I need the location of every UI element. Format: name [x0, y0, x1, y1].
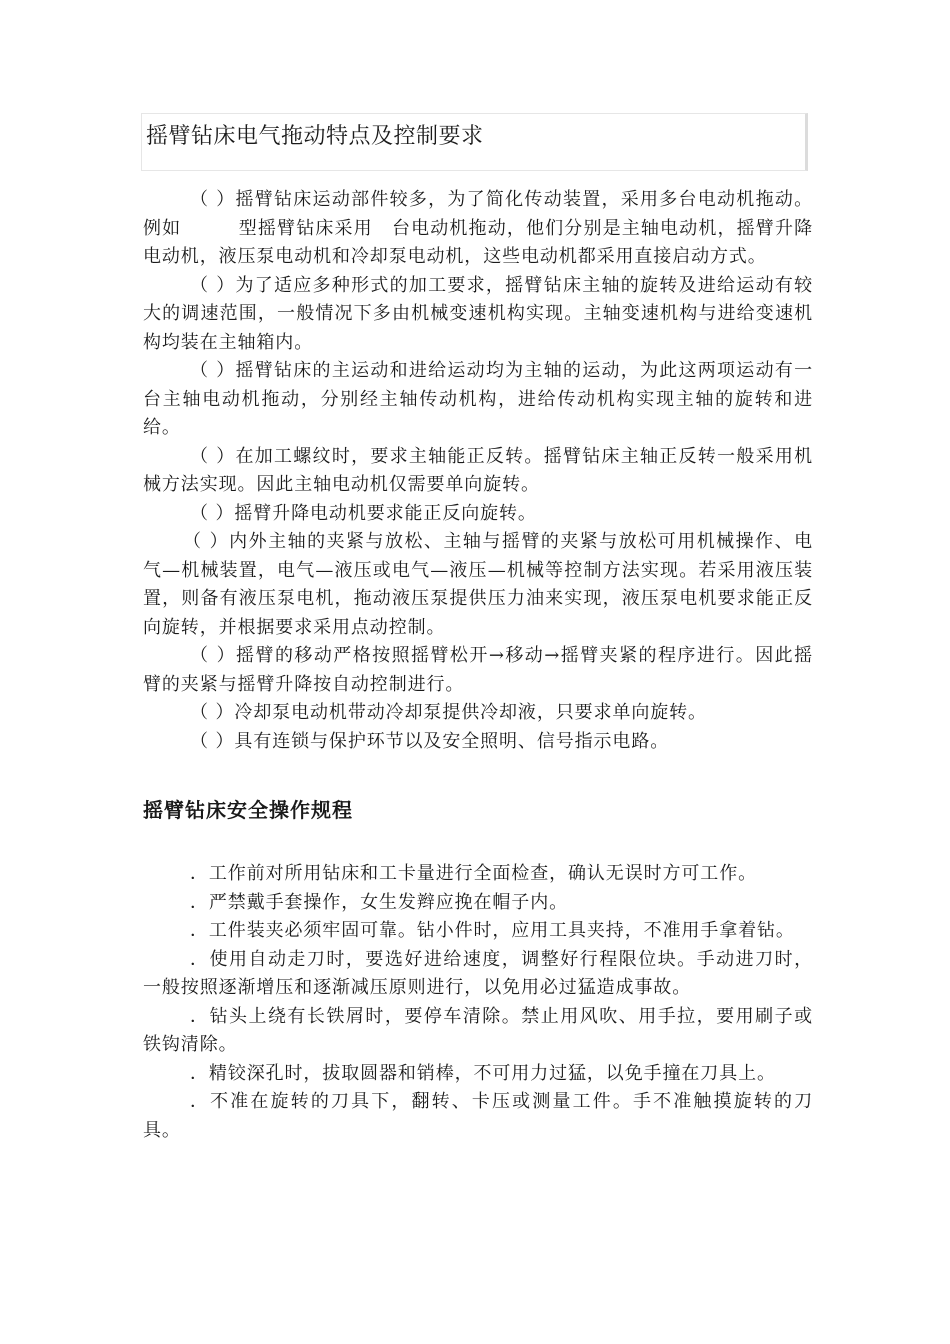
title-box [141, 113, 808, 171]
feature-paragraph-5: （ ）摇臂升降电动机要求能正反向旋转。 [190, 502, 537, 524]
feature-paragraph-2: （ ）为了适应多种形式的加工要求，摇臂钻床主轴的旋转及进给运动有较大的调速范围，一般情况下多由机械变速机构实现。主轴变速机构与进给变速机构均装在主轴箱内。 [143, 274, 813, 353]
safety-rule-7: ．不准在旋转的刀具下，翻转、卡压或测量工件。手不准触摸旋转的刀具。 [143, 1091, 813, 1141]
features-section [143, 186, 813, 756]
feature-paragraph-8: （ ）冷却泵电动机带动冷却泵提供冷却液，只要求单向旋转。 [190, 702, 707, 723]
safety-rule-1: ．工作前对所用钻床和工卡量进行全面检查，确认无误时方可工作。 [190, 863, 757, 884]
safety-rule-2: ．严禁戴手套操作，女生发辫应挽在帽子内。 [190, 891, 568, 913]
feature-paragraph-6: （ ）内外主轴的夹紧与放松、主轴与摇臂的夹紧与放松可用机械操作、电气—机械装置，电气—液压或电气—液压—机械等控制方法实现。若采用液压装置，则备有液压泵电机，拖动液压泵提供压力油来实现，液压泵电机要求能正反向旋转，并根据要求采用点动控制。 [143, 531, 813, 638]
safety-heading: 摇臂钻床安全操作规程 [143, 798, 353, 822]
safety-rule-5: ．钻头上绕有长铁屑时，要停车清除。禁止用风吹、用手拉，要用刷子或铁钩清除。 [143, 1005, 813, 1055]
safety-rule-3: ．工件装夹必须牢固可靠。钻小件时，应用工具夹持，不准用手拿着钻。 [190, 920, 795, 941]
feature-paragraph-4: （ ）在加工螺纹时，要求主轴能正反转。摇臂钻床主轴正反转一般采用机械方法实现。因此主轴电动机仅需要单向旋转。 [143, 445, 813, 495]
safety-rules-section [143, 860, 813, 1145]
safety-rule-4: ．使用自动走刀时，要选好进给速度，调整好行程限位块。手动进刀时，一般按照逐渐增压和逐渐减压原则进行，以免用必过猛造成事故。 [143, 948, 813, 998]
safety-rule-6: ．精铰深孔时，拔取圆器和销棒，不可用力过猛，以免手撞在刀具上。 [190, 1062, 776, 1084]
document-title: 摇臂钻床电气拖动特点及控制要求 [146, 124, 484, 149]
feature-paragraph-3: （ ）摇臂钻床的主运动和进给运动均为主轴的运动，为此这两项运动有一台主轴电动机拖动，分别经主轴传动机构，进给传动机构实现主轴的旋转和进给。 [143, 360, 813, 438]
feature-paragraph-7: （ ）摇臂的移动严格按照摇臂松开→移动→摇臂夹紧的程序进行。因此摇臂的夹紧与摇臂升降按自动控制进行。 [143, 645, 813, 695]
feature-paragraph-1: （ ）摇臂钻床运动部件较多，为了简化传动装置，采用多台电动机拖动。例如 型摇臂钻床采用 台电动机拖动，他们分别是主轴电动机，摇臂升降电动机，液压泵电动机和冷却泵电动机，这些电动机都采用直接启动方式。 [143, 189, 813, 267]
feature-paragraph-9: （ ）具有连锁与保护环节以及安全照明、信号指示电路。 [190, 730, 670, 752]
